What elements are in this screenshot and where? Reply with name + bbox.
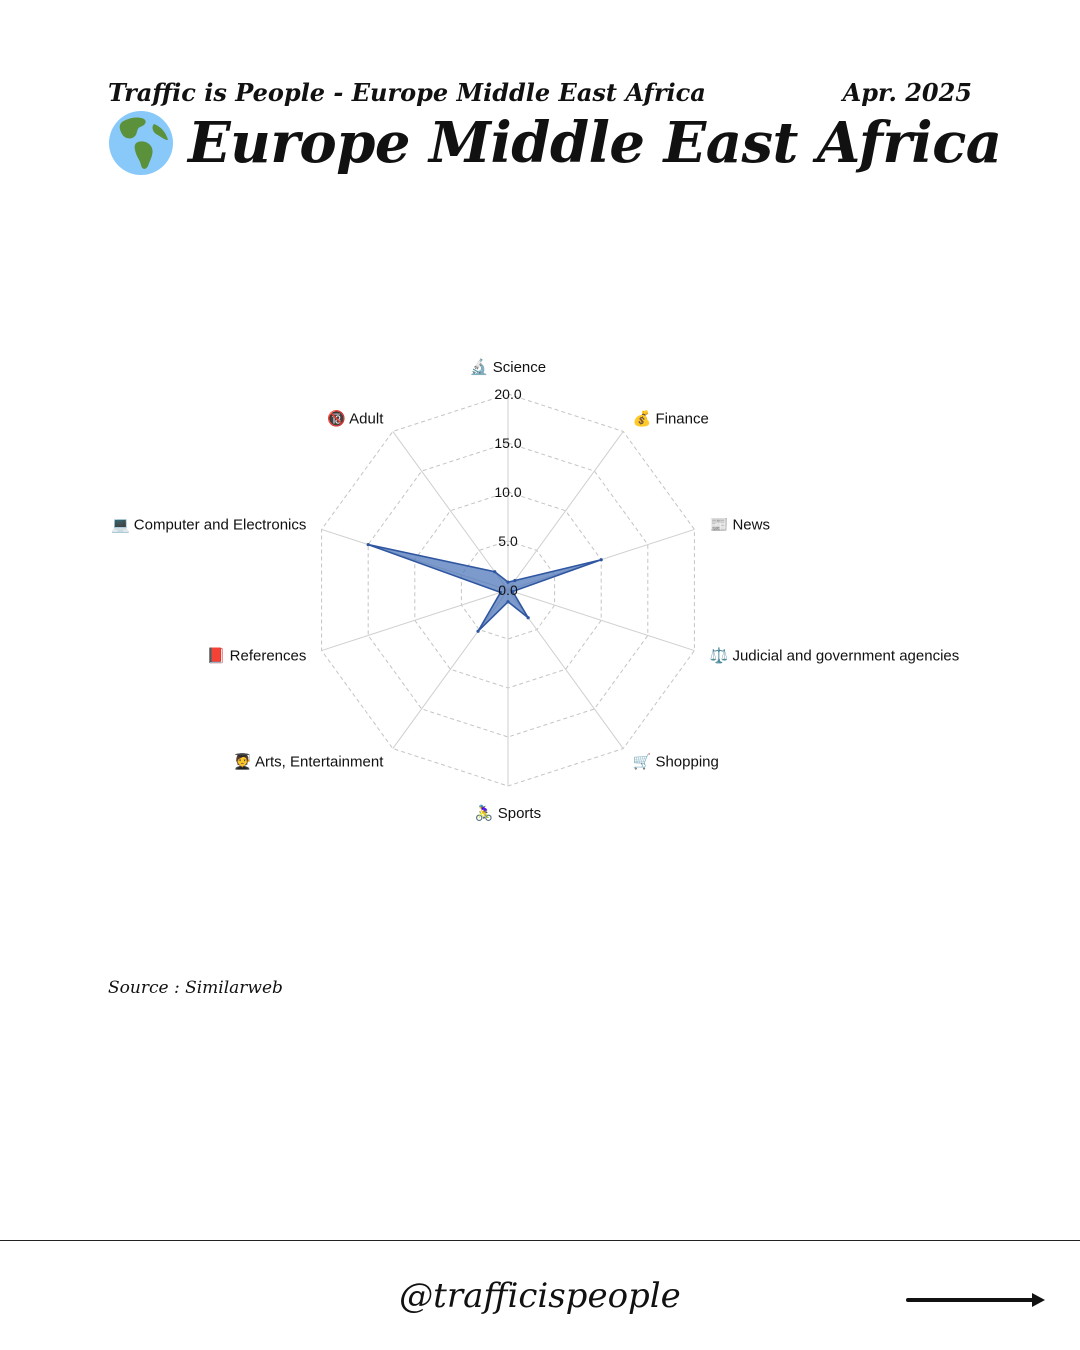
- footer-divider: [0, 1240, 1080, 1241]
- radar-point-2: [600, 558, 603, 561]
- radar-spoke-1: [508, 431, 623, 590]
- social-handle[interactable]: @trafficispeople: [399, 1276, 681, 1316]
- radar-point-9: [493, 570, 496, 573]
- radar-point-8: [367, 543, 370, 546]
- radar-point-4: [527, 616, 530, 619]
- source-note: Source : Similarweb: [108, 978, 283, 998]
- radar-category-label: 🔬 Science: [469, 359, 547, 376]
- arrow-right-icon[interactable]: [906, 1290, 1048, 1310]
- radar-category-label: 📰 News: [709, 516, 770, 534]
- header-subtitle: Traffic is People - Europe Middle East Africa: [108, 78, 706, 107]
- radar-tick-label: 15.0: [494, 435, 522, 451]
- radar-category-label: 🛒 Shopping: [632, 753, 719, 771]
- radar-category-label: 📕 References: [206, 647, 307, 665]
- radar-category-label: 🚴‍♀️ Sports: [474, 805, 542, 822]
- radar-category-label: 💰 Finance: [632, 410, 709, 428]
- radar-category-label: ⚖️ Judicial and government agencies: [709, 647, 960, 665]
- header-date: Apr. 2025: [842, 78, 972, 107]
- radar-spoke-3: [508, 590, 694, 651]
- radar-point-5: [506, 600, 509, 603]
- radar-spoke-7: [322, 590, 508, 651]
- radar-point-6: [476, 630, 479, 633]
- radar-tick-label: 20.0: [494, 386, 522, 402]
- radar-tick-label: 0.0: [498, 582, 518, 598]
- radar-category-label: 💻 Computer and Electronics: [110, 516, 307, 534]
- page-title: Europe Middle East Africa: [188, 110, 1002, 176]
- radar-category-label: 🔞 Adult: [327, 410, 384, 428]
- radar-tick-label: 10.0: [494, 484, 522, 500]
- radar-category-label: 🧑‍🎓 Arts, Entertainment: [232, 753, 384, 771]
- radar-tick-label: 5.0: [498, 533, 518, 549]
